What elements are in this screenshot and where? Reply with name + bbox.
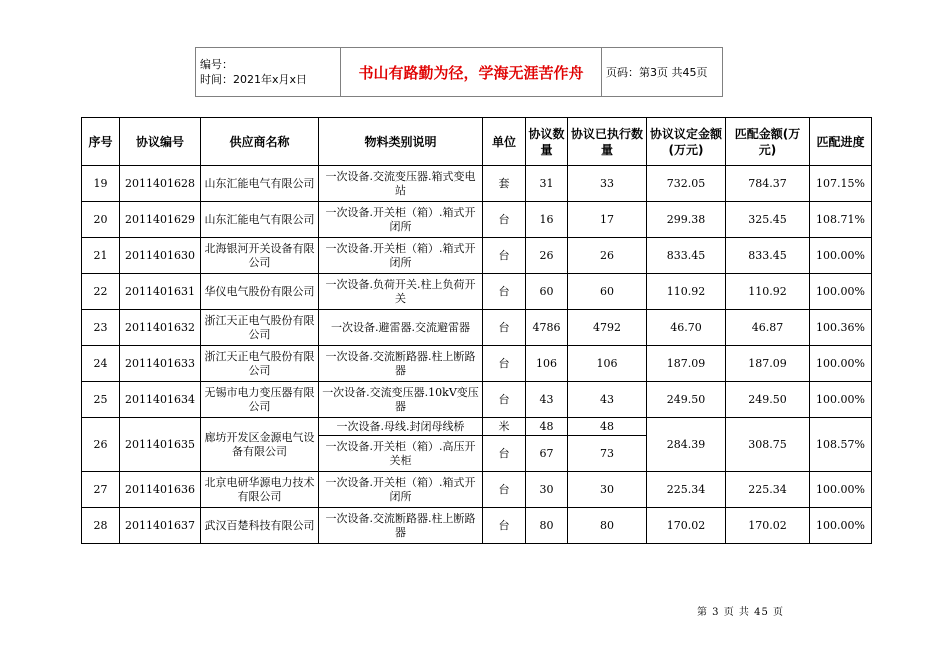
cell-agreed-amount: 833.45 — [647, 238, 726, 274]
cell-material: 一次设备.开关柜（箱）.箱式开闭所 — [319, 202, 483, 238]
cell-unit: 台 — [483, 472, 526, 508]
cell-material: 一次设备.开关柜（箱）.箱式开闭所 — [319, 238, 483, 274]
cell-matched-amount: 110.92 — [726, 274, 810, 310]
document-header — [195, 47, 723, 97]
cell-matched-amount: 170.02 — [726, 508, 810, 544]
cell-material: 一次设备.交流断路器.柱上断路器 — [319, 508, 483, 544]
header-matched-amount: 匹配金额(万元) — [726, 118, 810, 166]
cell-matched-amount: 46.87 — [726, 310, 810, 346]
cell-code: 2011401634 — [120, 382, 201, 418]
cell-qty: 80 — [526, 508, 568, 544]
cell-agreed-amount: 299.38 — [647, 202, 726, 238]
cell-executed: 80 — [568, 508, 647, 544]
table-row — [82, 166, 872, 202]
header-agreed-amount: 协议议定金额(万元) — [647, 118, 726, 166]
cell-material: 一次设备.负荷开关.柱上负荷开关 — [319, 274, 483, 310]
cell-qty: 67 — [526, 436, 568, 472]
cell-code: 2011401635 — [120, 418, 201, 472]
cell-matched-amount: 249.50 — [726, 382, 810, 418]
cell-executed: 4792 — [568, 310, 647, 346]
table-row — [82, 382, 872, 418]
cell-seq: 21 — [82, 238, 120, 274]
cell-agreed-amount: 110.92 — [647, 274, 726, 310]
cell-qty: 43 — [526, 382, 568, 418]
cell-matched-amount: 187.09 — [726, 346, 810, 382]
cell-agreed-amount: 249.50 — [647, 382, 726, 418]
cell-unit: 套 — [483, 166, 526, 202]
cell-supplier: 廊坊开发区金源电气设备有限公司 — [201, 418, 319, 472]
cell-qty: 106 — [526, 346, 568, 382]
cell-supplier: 山东汇能电气有限公司 — [201, 202, 319, 238]
cell-material: 一次设备.交流断路器.柱上断路器 — [319, 346, 483, 382]
cell-code: 2011401628 — [120, 166, 201, 202]
cell-material: 一次设备.交流变压器.10kV变压器 — [319, 382, 483, 418]
cell-seq: 20 — [82, 202, 120, 238]
cell-executed: 26 — [568, 238, 647, 274]
cell-executed: 43 — [568, 382, 647, 418]
table-row — [82, 418, 872, 436]
cell-code: 2011401637 — [120, 508, 201, 544]
cell-supplier: 无锡市电力变压器有限公司 — [201, 382, 319, 418]
cell-supplier: 北京电研华源电力技术有限公司 — [201, 472, 319, 508]
page-footer: 第 3 页 共 45 页 — [697, 607, 784, 618]
table-row — [82, 472, 872, 508]
cell-executed: 33 — [568, 166, 647, 202]
cell-code: 2011401629 — [120, 202, 201, 238]
motto: 书山有路勤为径，学海无涯苦作舟 — [341, 48, 602, 97]
cell-agreed-amount: 187.09 — [647, 346, 726, 382]
cell-unit: 米 — [483, 418, 526, 436]
cell-executed: 30 — [568, 472, 647, 508]
cell-unit: 台 — [483, 238, 526, 274]
table-row — [82, 202, 872, 238]
header-material: 物料类别说明 — [319, 118, 483, 166]
cell-seq: 24 — [82, 346, 120, 382]
cell-progress: 100.00% — [810, 346, 872, 382]
cell-code: 2011401630 — [120, 238, 201, 274]
cell-qty: 30 — [526, 472, 568, 508]
cell-supplier: 武汉百楚科技有限公司 — [201, 508, 319, 544]
header-executed: 协议已执行数量 — [568, 118, 647, 166]
cell-code: 2011401636 — [120, 472, 201, 508]
header-supplier: 供应商名称 — [201, 118, 319, 166]
cell-matched-amount: 833.45 — [726, 238, 810, 274]
cell-unit: 台 — [483, 508, 526, 544]
header-meta — [196, 48, 341, 97]
cell-executed: 73 — [568, 436, 647, 472]
header-code: 协议编号 — [120, 118, 201, 166]
cell-unit: 台 — [483, 274, 526, 310]
cell-unit: 台 — [483, 382, 526, 418]
cell-unit: 台 — [483, 436, 526, 472]
cell-unit: 台 — [483, 346, 526, 382]
number-label: 编号： — [200, 58, 233, 71]
cell-progress: 100.00% — [810, 274, 872, 310]
cell-progress: 100.36% — [810, 310, 872, 346]
agreement-table — [81, 117, 872, 544]
cell-agreed-amount: 732.05 — [647, 166, 726, 202]
cell-code: 2011401633 — [120, 346, 201, 382]
page-info: 页码：第3页 共45页 — [602, 48, 723, 97]
cell-qty: 31 — [526, 166, 568, 202]
cell-seq: 26 — [82, 418, 120, 472]
table-row — [82, 346, 872, 382]
cell-qty: 48 — [526, 418, 568, 436]
cell-material: 一次设备.开关柜（箱）.箱式开闭所 — [319, 472, 483, 508]
time-label: 时间：2021年x月x日 — [200, 73, 308, 86]
cell-material: 一次设备.交流变压器.箱式变电站 — [319, 166, 483, 202]
table-row — [82, 508, 872, 544]
cell-executed: 106 — [568, 346, 647, 382]
cell-material: 一次设备.避雷器.交流避雷器 — [319, 310, 483, 346]
cell-matched-amount: 784.37 — [726, 166, 810, 202]
header-qty: 协议数量 — [526, 118, 568, 166]
cell-seq: 19 — [82, 166, 120, 202]
header-seq: 序号 — [82, 118, 120, 166]
cell-material: 一次设备.开关柜（箱）.高压开关柜 — [319, 436, 483, 472]
cell-progress: 107.15% — [810, 166, 872, 202]
cell-qty: 26 — [526, 238, 568, 274]
table-header-row — [82, 118, 872, 166]
table-row — [82, 238, 872, 274]
cell-agreed-amount: 284.39 — [647, 418, 726, 472]
header-unit: 单位 — [483, 118, 526, 166]
cell-code: 2011401632 — [120, 310, 201, 346]
cell-unit: 台 — [483, 310, 526, 346]
cell-progress: 100.00% — [810, 382, 872, 418]
cell-seq: 28 — [82, 508, 120, 544]
header-progress: 匹配进度 — [810, 118, 872, 166]
cell-progress: 108.57% — [810, 418, 872, 472]
cell-seq: 27 — [82, 472, 120, 508]
cell-matched-amount: 225.34 — [726, 472, 810, 508]
cell-supplier: 华仪电气股份有限公司 — [201, 274, 319, 310]
cell-qty: 16 — [526, 202, 568, 238]
cell-executed: 17 — [568, 202, 647, 238]
cell-progress: 100.00% — [810, 508, 872, 544]
cell-agreed-amount: 225.34 — [647, 472, 726, 508]
table-row — [82, 310, 872, 346]
cell-supplier: 浙江天正电气股份有限公司 — [201, 346, 319, 382]
cell-code: 2011401631 — [120, 274, 201, 310]
cell-progress: 108.71% — [810, 202, 872, 238]
cell-qty: 60 — [526, 274, 568, 310]
cell-matched-amount: 325.45 — [726, 202, 810, 238]
cell-seq: 22 — [82, 274, 120, 310]
cell-seq: 25 — [82, 382, 120, 418]
cell-seq: 23 — [82, 310, 120, 346]
cell-agreed-amount: 46.70 — [647, 310, 726, 346]
cell-material: 一次设备.母线.封闭母线桥 — [319, 418, 483, 436]
table-row — [82, 274, 872, 310]
cell-supplier: 北海银河开关设备有限公司 — [201, 238, 319, 274]
cell-supplier: 山东汇能电气有限公司 — [201, 166, 319, 202]
cell-matched-amount: 308.75 — [726, 418, 810, 472]
cell-supplier: 浙江天正电气股份有限公司 — [201, 310, 319, 346]
cell-qty: 4786 — [526, 310, 568, 346]
cell-executed: 60 — [568, 274, 647, 310]
cell-unit: 台 — [483, 202, 526, 238]
cell-executed: 48 — [568, 418, 647, 436]
cell-progress: 100.00% — [810, 472, 872, 508]
cell-progress: 100.00% — [810, 238, 872, 274]
cell-agreed-amount: 170.02 — [647, 508, 726, 544]
